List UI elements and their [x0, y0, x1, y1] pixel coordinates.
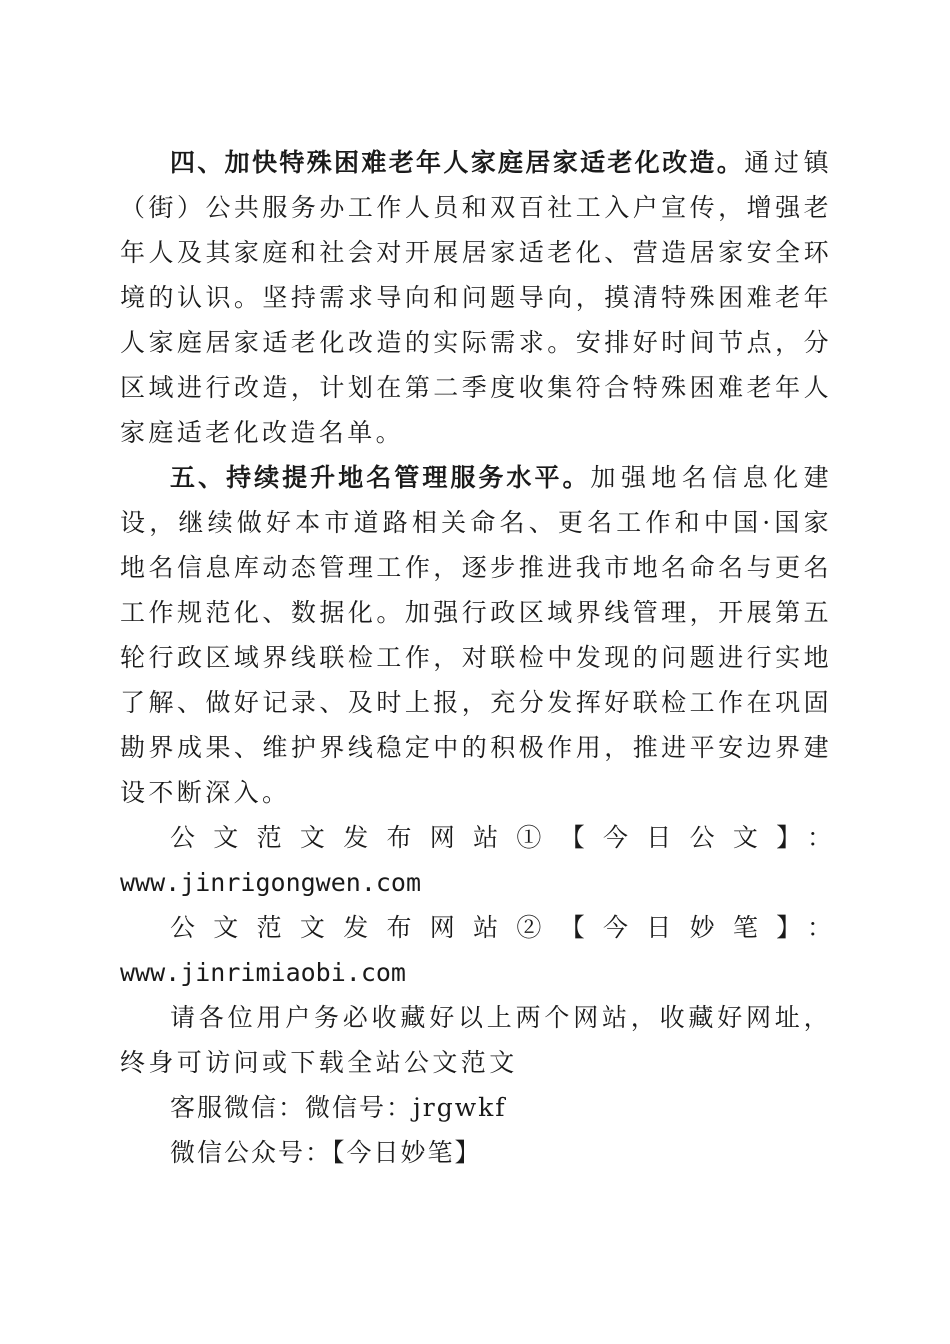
section-4-body: 通过镇（街）公共服务办工作人员和双百社工入户宣传，增强老年人及其家庭和社会对开展居家适老化、营造居家安全环境的认识。坚持需求导向和问题导向，摸清特殊困难老年人家庭居家适老化改造的实际需求。安排好时间节点，分区域进行改造，计划在第二季度收集符合特殊困难老年人家庭适老化改造名单。: [120, 148, 832, 447]
section-5-heading: 五、持续提升地名管理服务水平。: [170, 463, 591, 492]
bookmark-notice: 请各位用户务必收藏好以上两个网站，收藏好网址，终身可访问或下载全站公文范文: [120, 1003, 832, 1077]
customer-service-wechat: 客服微信：微信号：jrgwkf: [170, 1093, 507, 1122]
website-1-label: 公文范文发布网站①【今日公文】：: [170, 823, 832, 852]
website-1-url: www.jinrigongwen.com: [120, 868, 422, 897]
wechat-public-account: 微信公众号：【今日妙笔】: [170, 1138, 482, 1167]
website-2-line: [120, 905, 832, 995]
website-2-url: www.jinrimiaobi.com: [120, 958, 406, 987]
section-4-paragraph: [120, 140, 832, 455]
section-5-body: 加强地名信息化建设，继续做好本市道路相关命名、更名工作和中国·国家地名信息库动态管理工作，逐步推进我市地名命名与更名工作规范化、数据化。加强行政区域界线管理，开展第五轮行政区域界线联检工作，对联检中发现的问题进行实地了解、做好记录、及时上报，充分发挥好联检工作在巩固勘界成果、维护界线稳定中的积极作用，推进平安边界建设不断深入。: [120, 463, 832, 807]
section-5-paragraph: [120, 455, 832, 815]
section-4-heading: 四、加快特殊困难老年人家庭居家适老化改造。: [170, 148, 745, 177]
document-body: [120, 140, 832, 1175]
website-2-label: 公文范文发布网站②【今日妙笔】：: [170, 913, 832, 942]
